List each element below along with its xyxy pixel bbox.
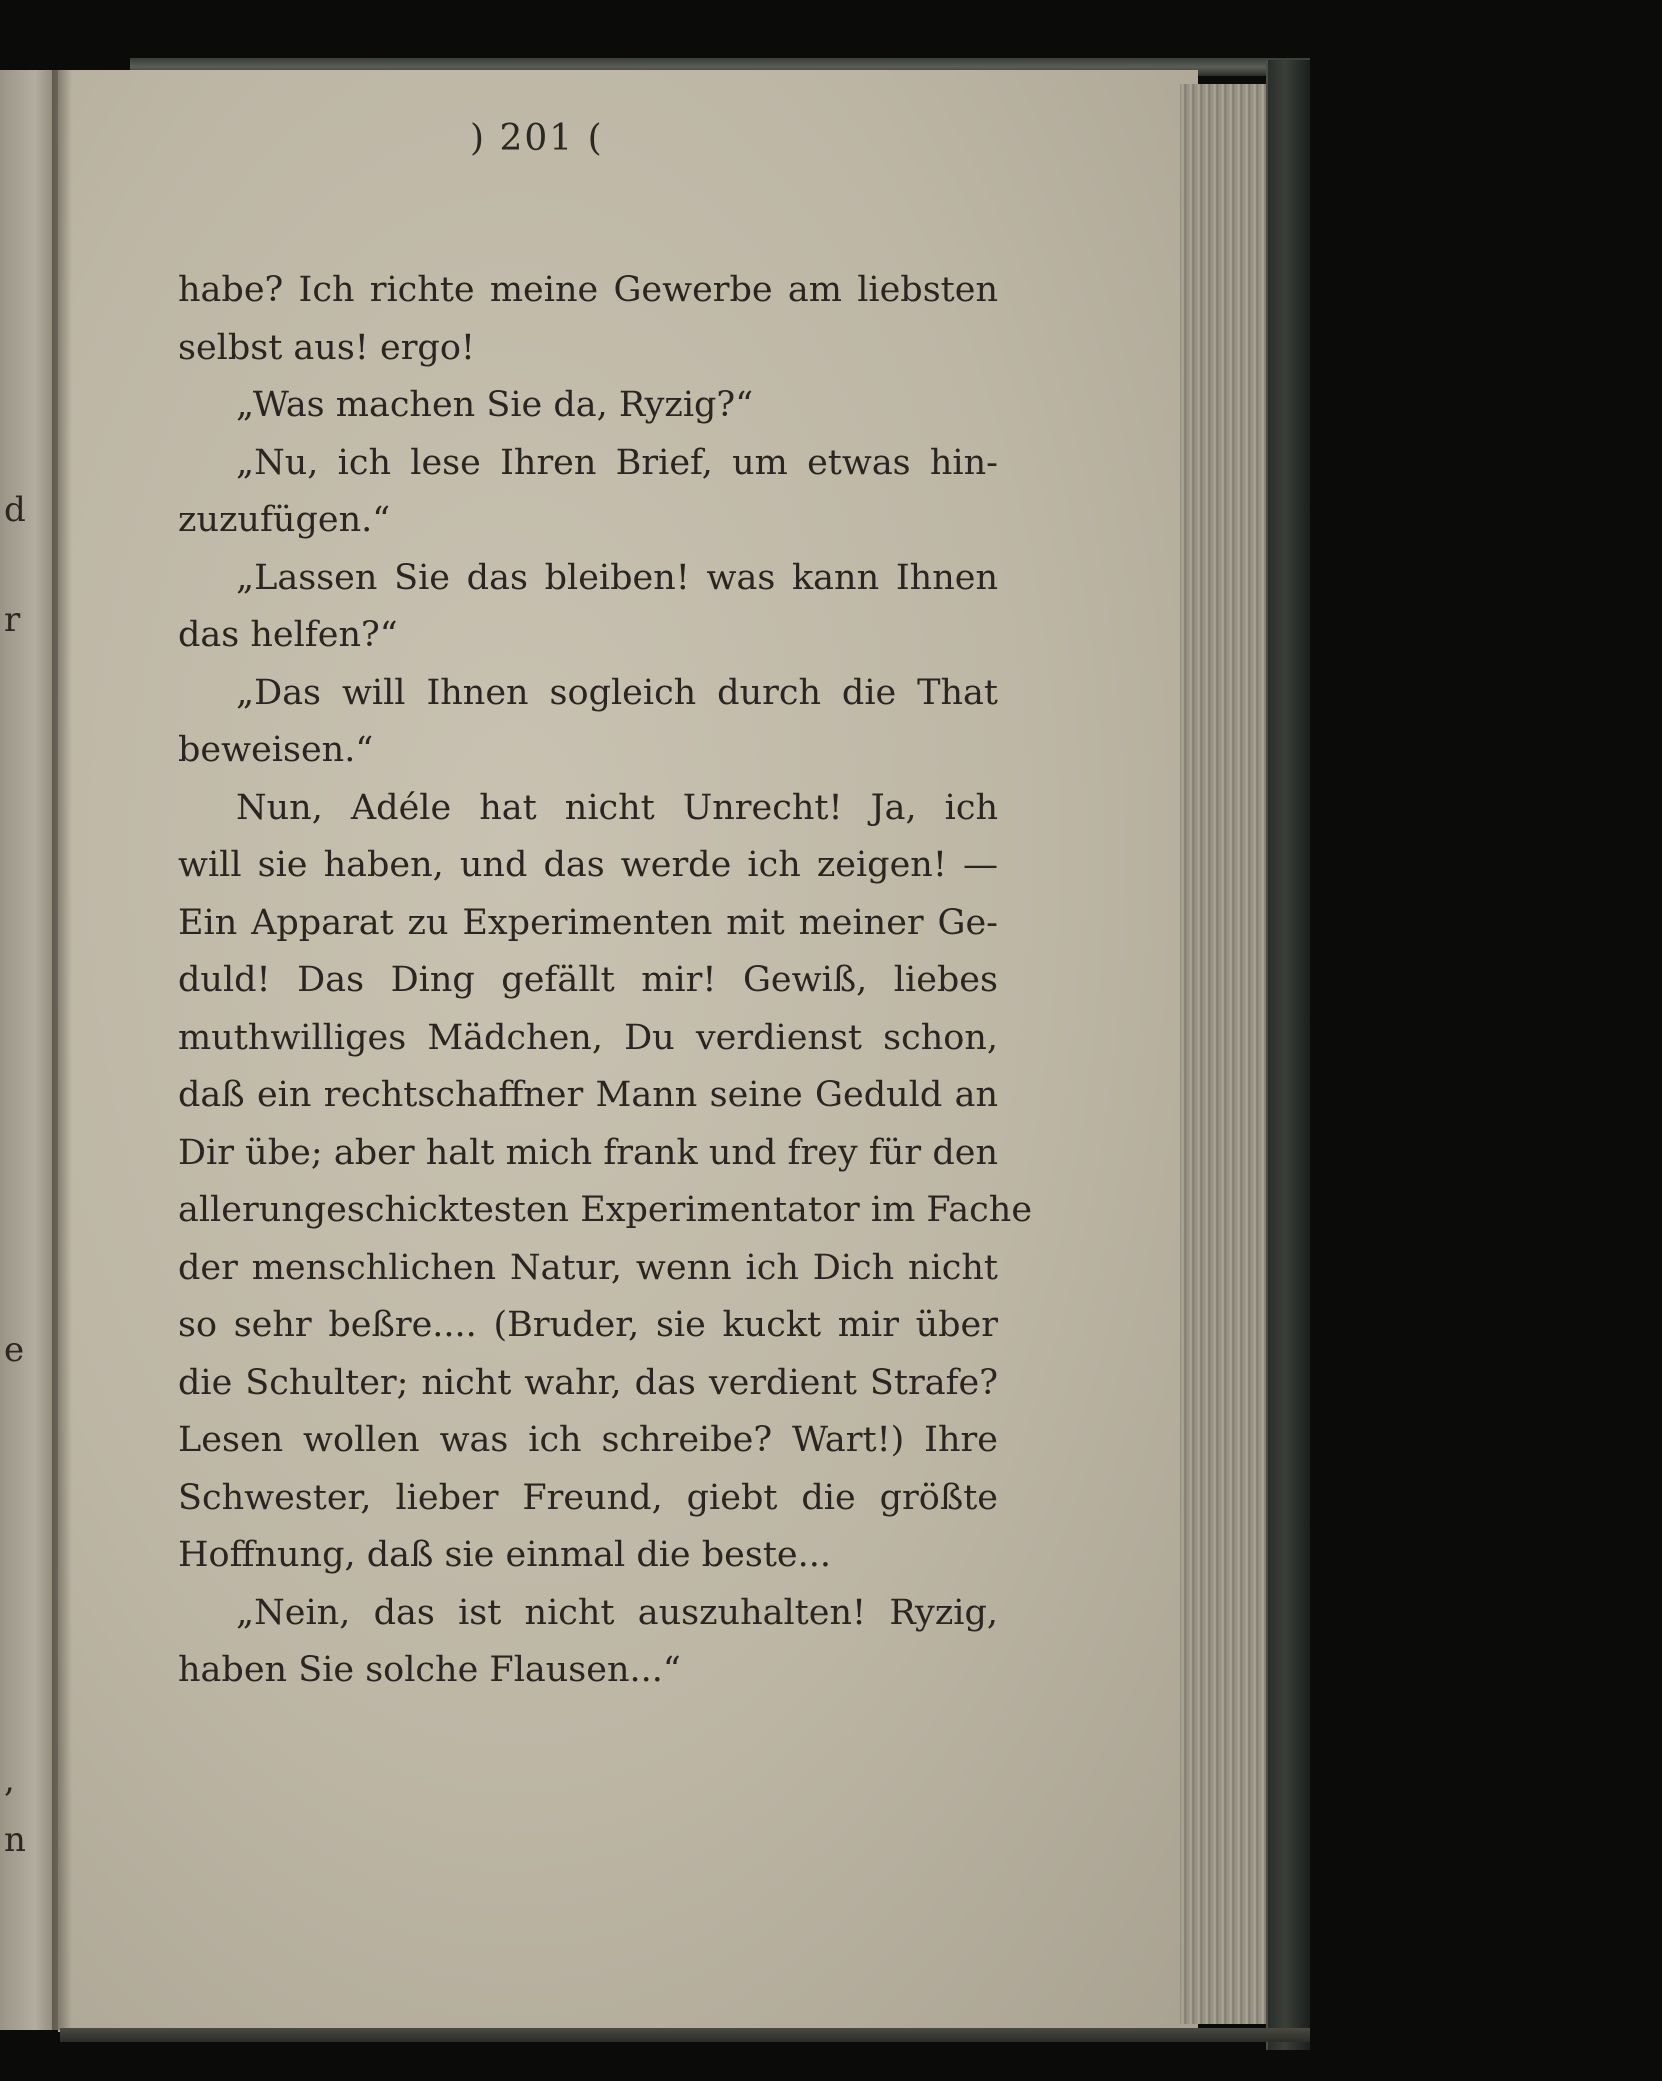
page-number: ) 201 ( [470,118,604,159]
previous-page-edge [0,70,58,2030]
fragment-char: e [4,1330,25,1370]
text-line: Schwester, lieber Freund, giebt die größte [178,1477,998,1518]
text-line: „Was machen Sie da, Ryzig?“ [236,385,754,425]
page-text-block [178,262,1033,1700]
spine-gutter [52,70,72,2030]
fragment-char: d [4,490,26,530]
text-line: Hoffnung, daß sie einmal die beste... [178,1535,832,1575]
book-cover-edge [1266,60,1310,2050]
text-line: so sehr beßre.... (Bruder, sie kuckt mir über [178,1305,998,1345]
text-line: zuzufügen.“ [178,500,391,540]
page-edges [1180,84,1268,2024]
text-line: muthwilliges Mädchen, Du verdienst schon, [178,1017,998,1058]
text-line: das helfen?“ [178,615,398,655]
text-line: Nun, Adéle hat nicht Unrecht! Ja, ich [236,787,998,828]
book-cover-bottom [60,2028,1310,2042]
text-line: „Nein, das ist nicht auszuhalten! Ryzig, [236,1592,998,1633]
text-line: haben Sie solche Flausen...“ [178,1650,681,1690]
text-line: allerungeschicktesten Experimentator im Fache [178,1190,1033,1230]
fragment-char: n [4,1820,26,1860]
text-line: daß ein rechtschaffner Mann seine Geduld an [178,1075,998,1115]
fragment-char: , [4,1760,15,1800]
text-line: die Schulter; nicht wahr, das verdient Strafe? [178,1362,998,1403]
text-line: selbst aus! ergo! [178,327,475,368]
text-line: beweisen.“ [178,730,374,770]
text-line: „Das will Ihnen sogleich durch die That [236,672,998,713]
text-line: „Lassen Sie das bleiben! was kann Ihnen [236,557,998,598]
previous-page-fragments [0,70,58,2030]
text-line: Ein Apparat zu Experimenten mit meiner Ge- [178,902,998,943]
text-line: der menschlichen Natur, wenn ich Dich nicht [178,1247,998,1288]
text-line: Dir übe; aber halt mich frank und frey für den [178,1132,998,1173]
text-line: will sie haben, und das werde ich zeigen! — [178,845,998,885]
text-line: habe? Ich richte meine Gewerbe am liebsten [178,270,998,310]
fragment-char: r [4,600,21,640]
text-line: „Nu, ich lese Ihren Brief, um etwas hin- [236,442,998,483]
text-line: duld! Das Ding gefällt mir! Gewiß, liebes [178,960,998,1000]
text-line: Lesen wollen was ich schreibe? Wart!) Ihre [178,1420,998,1460]
